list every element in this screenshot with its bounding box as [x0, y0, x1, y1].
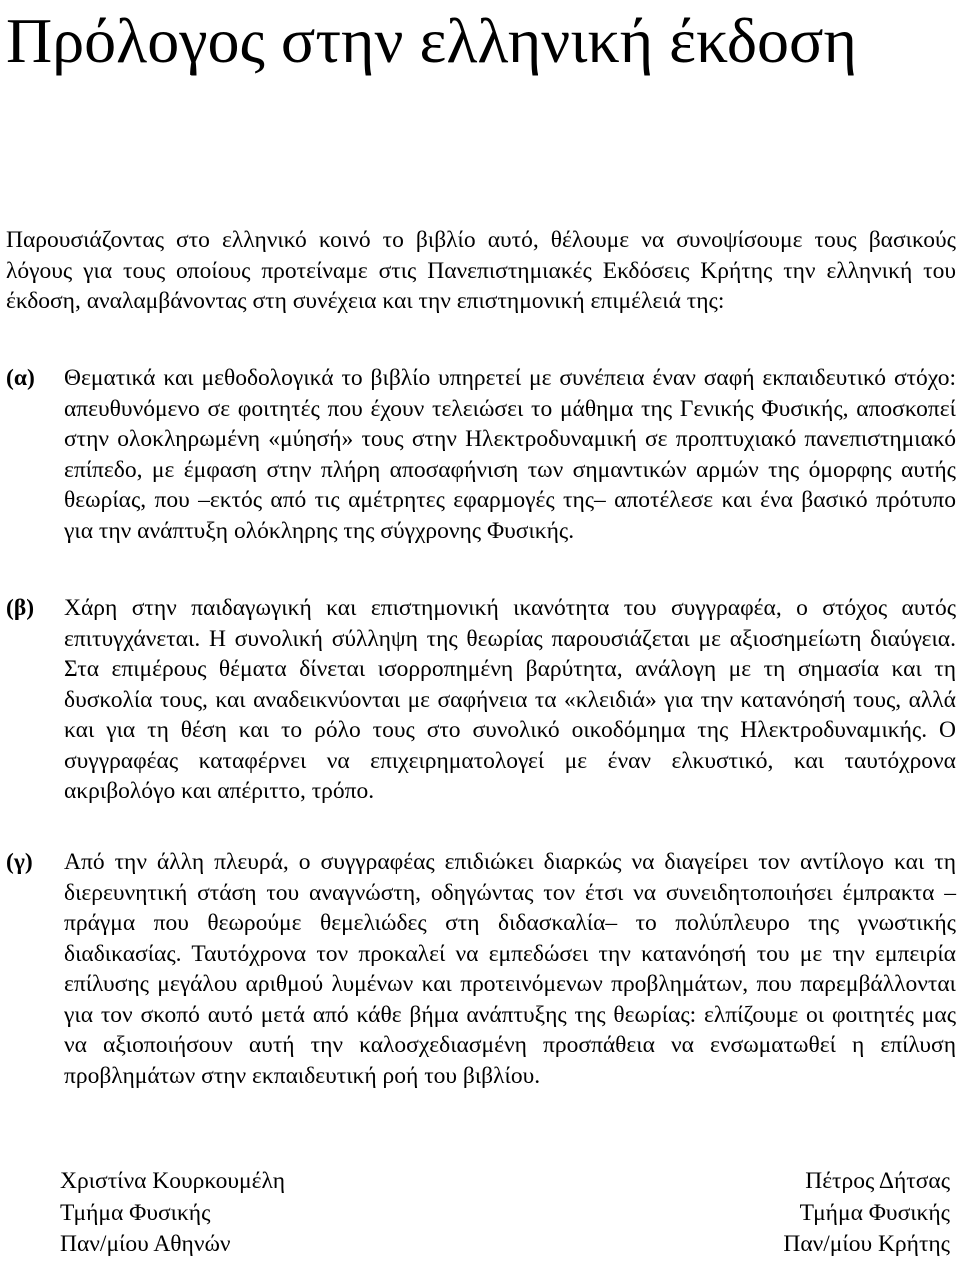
list-item-marker: (γ)	[6, 849, 33, 875]
signature-right	[783, 1166, 950, 1261]
list-item-text: Χάρη στην παιδαγωγική και επιστημονική ικανότητα του συγγραφέα, ο στόχος αυτός επιτυγχάνεται. Η συνολική σύλληψη της θεωρίας παρουσιάζεται με αξιοσημείωτη διαύγεια. Στα επιμέρους θέματα δίνεται ισορροπημένη βαρύτητα, ανάλογη με τη σημασία και τη δυσκολία τους, και αναδεικνύονται με σαφήνεια τα «κλειδιά» για την κατανόησή τους, αλλά και για τη θέση και το ρόλο τους στο συνολικό οικοδόμημα της Ηλεκτροδυναμικής. Ο συγγραφέας καταφέρνει να επιχειρηματολογεί με έναν ελκυστικό, και ταυτόχρονα ακριβολόγο και απέριττο, τρόπο.	[64, 595, 956, 804]
signature-department: Τμήμα Φυσικής	[799, 1199, 950, 1226]
signature-name: Χριστίνα Κουρκουμέλη	[60, 1168, 286, 1194]
signature-university: Παν/μίου Αθηνών	[60, 1231, 231, 1257]
list-item	[6, 363, 956, 546]
list-item-text: Θεματικά και μεθοδολογικά το βιβλίο υπηρετεί με συνέπεια έναν σαφή εκπαιδευτικό στόχο: απευθυνόμενο σε φοιτητές που έχουν τελειώσει το μάθημα της Γενικής Φυσικής, αποσκοπεί στην ολοκληρωμένη «μύησή» τους στην Ηλεκτροδυναμική σε προπτυχιακό πανεπιστημιακό επίπεδο, με έμφαση στην πλήρη αποσαφήνιση των σημαντικών αρμών της όμορφης αυτής θεωρίας, που –εκτός από τις αμέτρητες εφαρμογές της– αποτέλεσε και ένα βασικό πρότυπο για την ανάπτυξη ολόκληρης της σύγχρονης Φυσικής.	[64, 365, 956, 544]
list-item-marker: (α)	[6, 365, 35, 391]
list-item-text: Από την άλλη πλευρά, ο συγγραφέας επιδιώκει διαρκώς να διαγείρει τον αντίλογο και τη διερευνητική στάση του αναγνώστη, οδηγώντας τον έτσι να συνειδητοποιήσει έμπρακτα –πράγμα που θεωρούμε θεμελιώδες στη διδασκαλία– το πολύπλευρο της γνωστικής διαδικασίας. Ταυτόχρονα τον προκαλεί να εμπεδώσει την κατανόησή του με την εμπειρία επίλυσης μεγάλου αριθμού λυμένων και προτεινόμενων προβλημάτων, που παρεμβάλλονται για τον σκοπό αυτό μετά από κάθε βήμα ανάπτυξης της θεωρίας: ελπίζουμε οι φοιτητές μας να αξιοποιήσουν αυτή την καλοσχεδιασμένη προσπάθεια να ενσωματωθεί η επίλυση προβλημάτων στην εκπαιδευτική ροή του βιβλίου.	[64, 849, 956, 1089]
list-item	[6, 847, 956, 1091]
signature-left	[60, 1166, 285, 1261]
page-title: Πρόλογος στην ελληνική έκδοση	[6, 5, 857, 76]
intro-paragraph: Παρουσιάζοντας στο ελληνικό κοινό το βιβλίο αυτό, θέλουμε να συνοψίσουμε τους βασικούς λόγους για τους οποίους προτείναμε στις Πανεπιστημιακές Εκδόσεις Κρήτης την ελληνική του έκδοση, αναλαμβάνοντας στη συνέχεια και την επιστημονική επιμέλειά της:	[6, 227, 956, 314]
signature-department: Τμήμα Φυσικής	[60, 1199, 211, 1226]
list-item	[6, 593, 956, 807]
list-item-marker: (β)	[6, 595, 35, 621]
signature-university: Παν/μίου Κρήτης	[783, 1231, 950, 1257]
signature-name: Πέτρος Δήτσας	[805, 1168, 950, 1194]
